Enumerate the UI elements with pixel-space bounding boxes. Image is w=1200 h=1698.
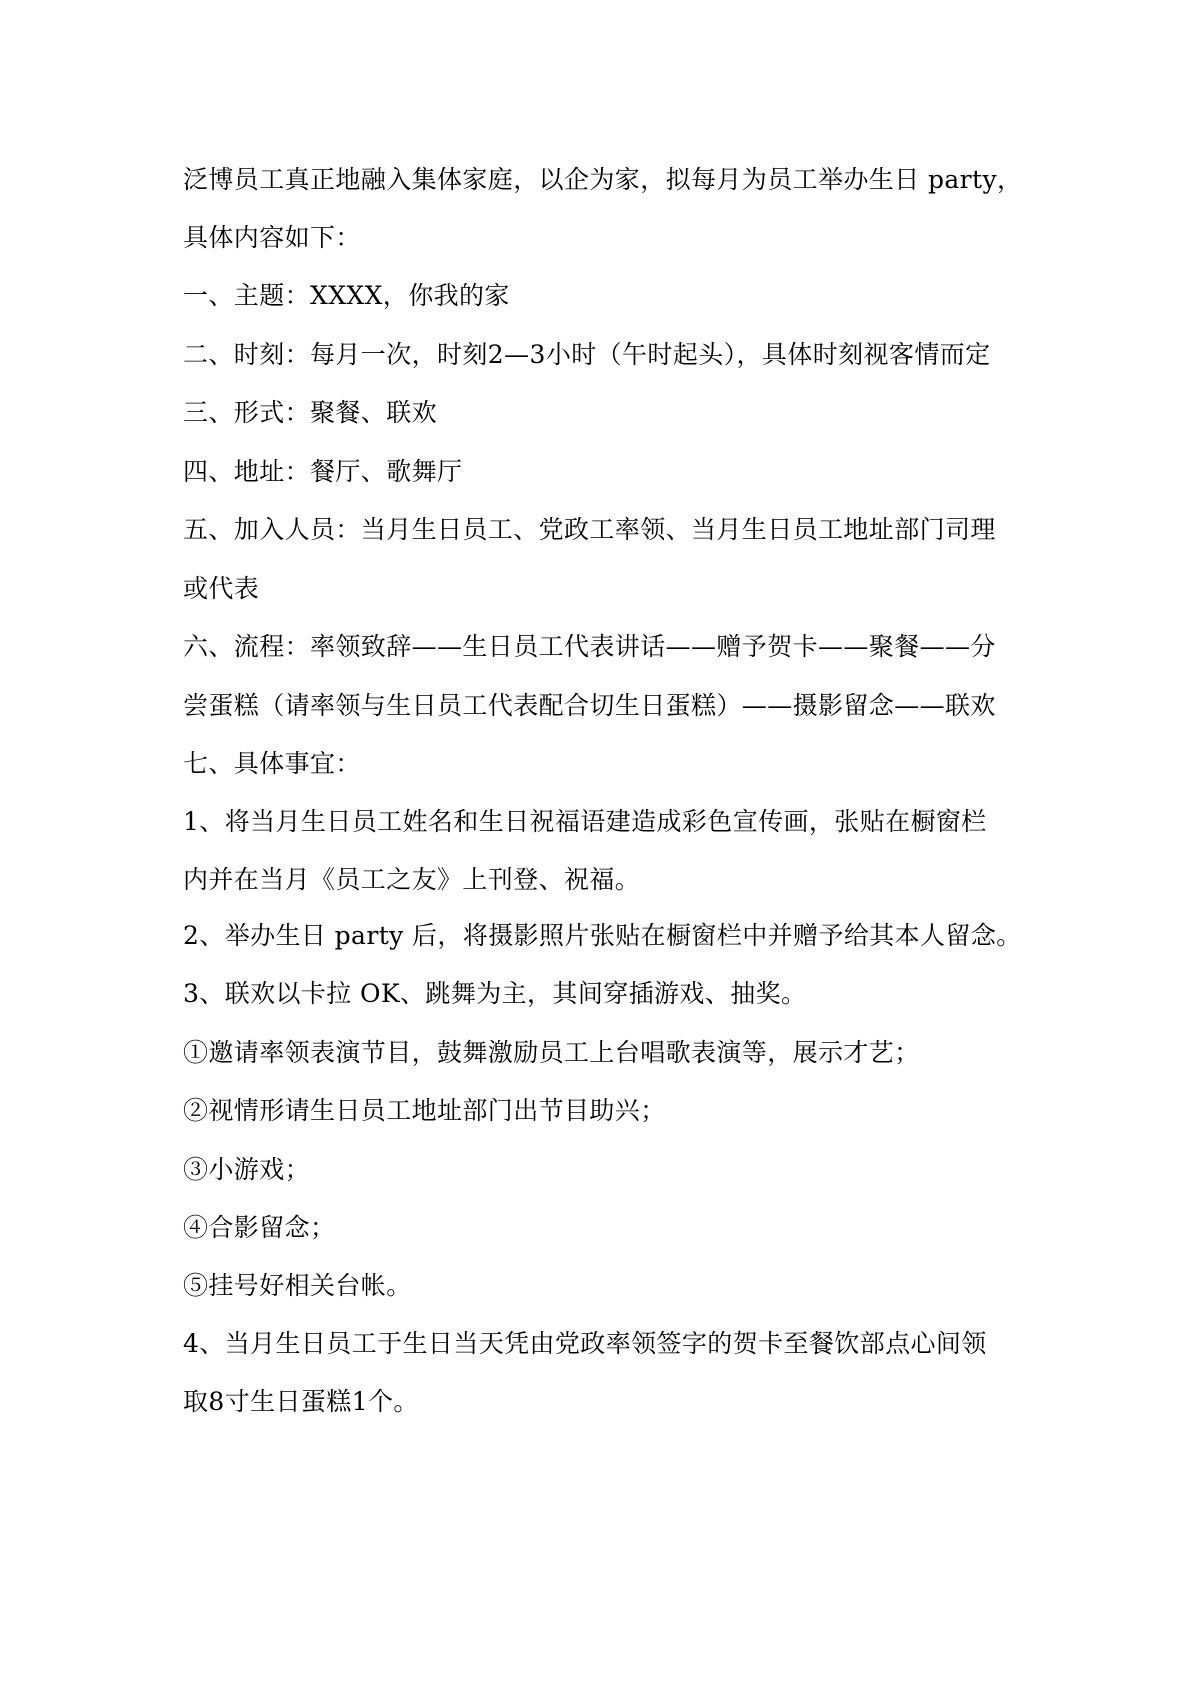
list-item: 内并在当月《员工之友》上刊登、祝福。 [183, 865, 641, 894]
list-item: 五、加入人员：当月生日员工、党政工率领、当月生日员工地址部门司理 [183, 515, 996, 544]
list-item: 六、流程：率领致辞——生日员工代表讲话——赠予贺卡——聚餐——分 [183, 632, 996, 661]
list-item: ⑤挂号好相关台帐。 [183, 1271, 412, 1300]
list-item: ②视情形请生日员工地址部门出节目助兴； [183, 1096, 666, 1125]
list-item: 1、将当月生日员工姓名和生日祝福语建造成彩色宣传画，张贴在橱窗栏 [183, 807, 987, 836]
list-item: 七、具体事宜： [183, 749, 361, 778]
list-item: 3、联欢以卡拉 OK、跳舞为主，其间穿插游戏、抽奖。 [183, 979, 807, 1008]
list-item: 三、形式：聚餐、联欢 [183, 398, 438, 427]
list-item: 四、地址：餐厅、歌舞厅 [183, 457, 463, 486]
list-item: ③小游戏； [183, 1155, 311, 1184]
list-item: ④合影留念； [183, 1213, 336, 1242]
list-item: 2、举办生日 party 后，将摄影照片张贴在橱窗栏中并赠予给其本人留念。 [183, 921, 1022, 950]
paragraph-line: 泛博员工真正地融入集体家庭，以企为家，拟每月为员工举办生日 party， [183, 165, 1023, 194]
paragraph-line: 具体内容如下： [183, 223, 361, 252]
list-item: 取8寸生日蛋糕1个。 [183, 1387, 419, 1416]
list-item: 一、主题：XXXX，你我的家 [183, 281, 510, 310]
list-item: 尝蛋糕（请率领与生日员工代表配合切生日蛋糕）——摄影留念——联欢 [183, 691, 996, 720]
list-item: ①邀请率领表演节目，鼓舞激励员工上台唱歌表演等，展示才艺； [183, 1038, 920, 1067]
list-item: 4、当月生日员工于生日当天凭由党政率领签字的贺卡至餐饮部点心间领 [183, 1329, 987, 1358]
list-item: 二、时刻：每月一次，时刻2—3小时（午时起头），具体时刻视客情而定 [183, 340, 991, 369]
list-item: 或代表 [183, 574, 260, 603]
